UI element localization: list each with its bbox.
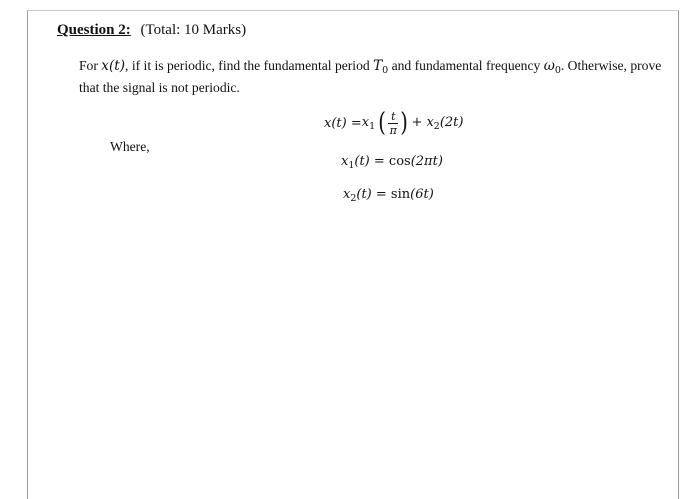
x2-definition: $x_2(t) = \sin(6t)$: [343, 187, 434, 204]
where-label: Where,: [110, 139, 150, 154]
fraction-numerator: t: [391, 109, 396, 123]
fraction: [388, 111, 398, 136]
signal-symbol: x(t): [101, 58, 126, 74]
prompt-text-3: and fundamental frequency: [388, 58, 544, 73]
x1-definition: $x_1(t) = \cos(2\pi t)$: [341, 154, 443, 171]
question-marks: (Total: 10 Marks): [140, 22, 247, 38]
left-paren: (: [378, 108, 387, 138]
period-symbol: $T_0$: [373, 58, 389, 76]
prompt-text-4: . Otherwise, prove that the signal is not periodic.: [79, 58, 662, 95]
main-equation-plus-x2: + $x_2(2t)$: [411, 114, 464, 132]
frequency-symbol: $\omega_0$: [543, 58, 561, 76]
right-paren: ): [400, 108, 409, 138]
fraction-group: [377, 110, 409, 136]
main-equation: [324, 108, 463, 138]
prompt-text-1: For: [79, 58, 102, 73]
question-prompt: [79, 57, 669, 96]
main-equation-x1: $x_1$: [361, 114, 376, 132]
question-heading: [57, 22, 246, 39]
main-equation-lhs: x(t) =: [324, 115, 362, 131]
prompt-text-2: , if it is periodic, find the fundamental period: [125, 58, 374, 73]
fraction-denominator: π: [389, 123, 397, 137]
question-label: Question 2:: [57, 22, 131, 38]
